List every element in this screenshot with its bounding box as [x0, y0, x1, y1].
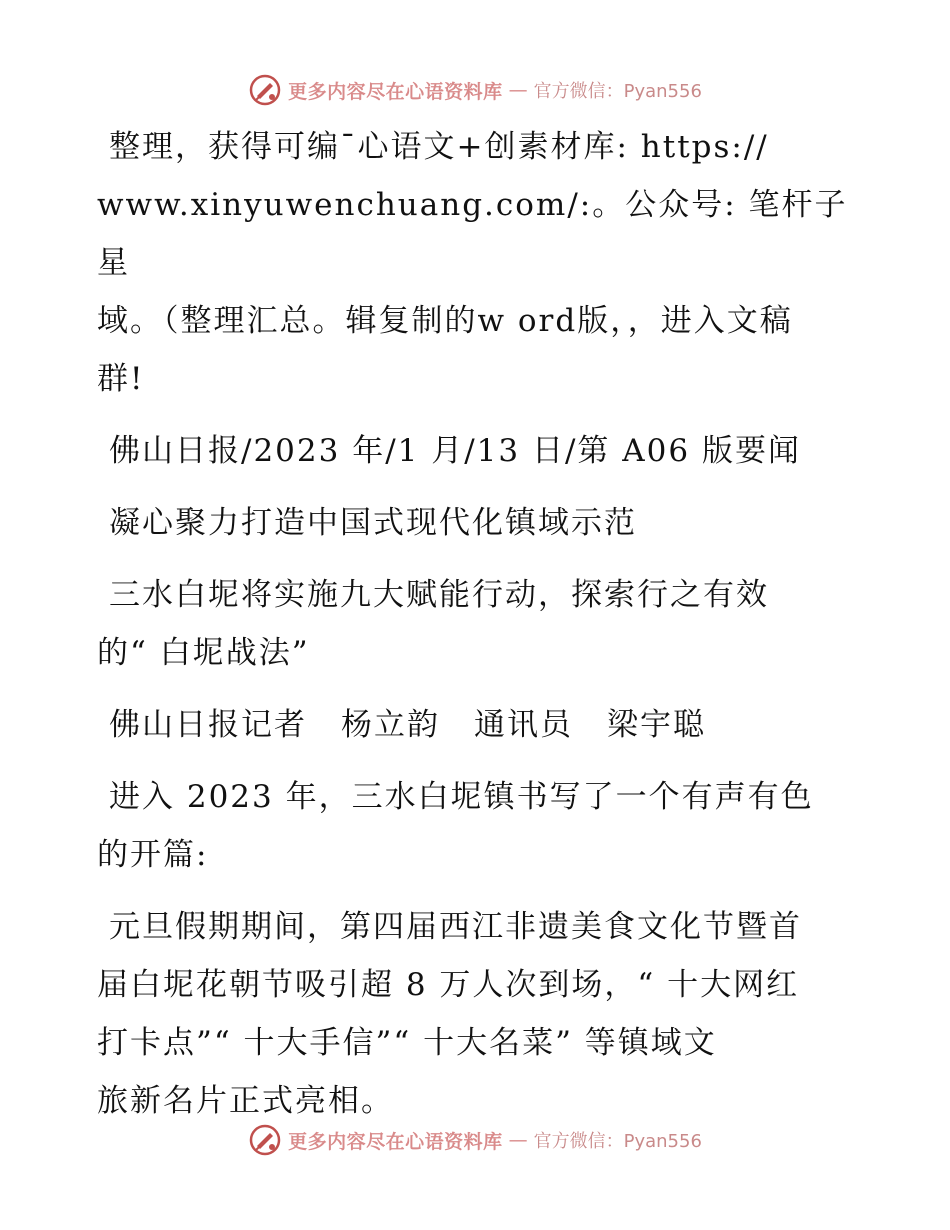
- watermark-dash: —: [508, 1129, 528, 1151]
- watermark-text: 更多内容尽在心语资料库: [288, 1130, 503, 1153]
- watermark-wechat: 官方微信：Pyan556: [533, 1131, 702, 1152]
- byline-reporter-label: 佛山日报记者: [109, 707, 307, 743]
- paragraph-2-line-4: 旅新名片正式亮相。: [97, 1083, 394, 1119]
- watermark-wechat: 官方微信：Pyan556: [533, 81, 702, 102]
- paragraph-2-line-2: 届白坭花朝节吸引超 8 万人次到场，“ 十大网红: [97, 967, 800, 1003]
- article-subheadline-line-1: 三水白坭将实施九大赋能行动，探索行之有效: [109, 577, 769, 613]
- watermark-text: 更多内容尽在心语资料库: [288, 80, 503, 103]
- intro-line-1: 整理，获得可编¯心语文+创素材库: https://: [109, 129, 769, 165]
- article-subheadline-line-2: 的“ 白坭战法”: [97, 635, 310, 671]
- intro-line-3: 域。（整理汇总。辑复制的w ord版，，进入文稿: [97, 303, 793, 339]
- footer-watermark-banner: [0, 1120, 950, 1160]
- header-watermark-banner: [0, 70, 950, 110]
- byline-correspondent-name: 梁宇聪: [607, 707, 706, 743]
- watermark-dash: —: [508, 79, 528, 101]
- document-body: [97, 118, 857, 1130]
- byline-correspondent-label: 通讯员: [474, 707, 573, 743]
- paragraph-2-line-3: 打卡点”“ 十大手信”“ 十大名菜” 等镇域文: [97, 1025, 717, 1061]
- brand-logo-icon: [248, 1123, 282, 1157]
- article-source: 佛山日报/2023 年/1 月/13 日/第 A06 版要闻: [109, 433, 801, 469]
- intro-line-4: 群!: [97, 361, 145, 397]
- article-headline: 凝心聚力打造中国式现代化镇域示范: [109, 505, 637, 541]
- intro-line-2: www.xinyuwenchuang.com/:。公众号: 笔杆子星: [97, 187, 848, 281]
- paragraph-2-line-1: 元旦假期期间，第四届西江非遗美食文化节暨首: [109, 909, 802, 945]
- paragraph-1-line-1: 进入 2023 年，三水白坭镇书写了一个有声有色: [109, 779, 814, 815]
- byline-reporter-name: 杨立韵: [341, 707, 440, 743]
- brand-logo-icon: [248, 73, 282, 107]
- paragraph-1-line-2: 的开篇:: [97, 837, 209, 873]
- article-byline: [97, 696, 857, 754]
